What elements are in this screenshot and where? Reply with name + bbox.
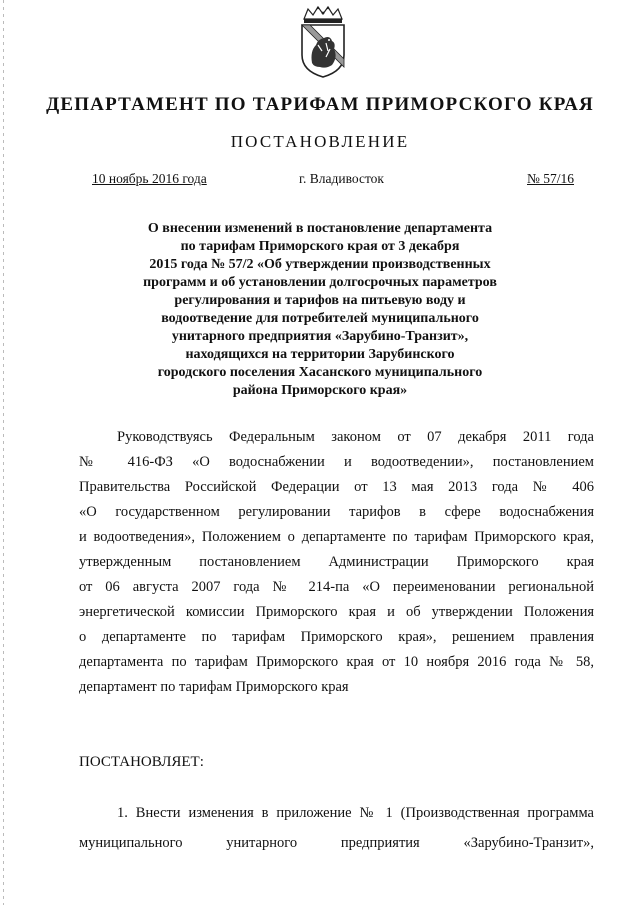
body-line: № 416-ФЗ «О водоснабжении и водоотведении», постановлением [79,454,594,470]
subject-line: О внесении изменений в постановление департамента [147,221,493,236]
document-subject [120,220,520,400]
coat-of-arms-icon [296,5,350,79]
subject-line: находящихся на территории Зарубинского [185,347,455,362]
body-line: департамент по тарифам Приморского края [79,679,349,695]
subject-line: по тарифам Приморского края от 3 декабря [180,239,460,254]
body-line: муниципального унитарного предприятия «Зарубино-Транзит», [79,835,594,851]
document-type: ПОСТАНОВЛЕНИЕ [230,132,410,151]
body-line: утвержденным постановлением Администрации Приморского края [79,554,594,570]
subject-line: водоотведение для потребителей муниципального [161,311,479,326]
body-line: о департаменте по тарифам Приморского края», решением правления [79,629,594,645]
decree-word: ПОСТАНОВЛЯЕТ: [79,754,204,770]
subject-line: регулирования и тарифов на питьевую воду и [174,293,466,308]
item-1-paragraph [79,798,594,858]
body-line: Правительства Российской Федерации от 13 мая 2013 года № 406 [79,479,594,495]
body-line: и водоотведения», Положением о департаменте по тарифам Приморского края, [79,529,594,545]
body-line: энергетической комиссии Приморского края и об утверждении Положения [79,604,594,620]
document-number: № 57/16 [527,171,575,186]
body-line: «О государственном регулировании тарифов в сфере водоснабжения [79,504,594,520]
body-line: от 06 августа 2007 года № 214-па «О переименовании региональной [79,579,594,595]
body-line: Руководствуясь Федеральным законом от 07 декабря 2011 года [117,429,594,445]
subject-line: района Приморского края» [232,383,408,398]
body-line: департамента по тарифам Приморского края от 10 ноября 2016 года № 58, [79,654,594,670]
subject-line: городского поселения Хасанского муниципального [157,365,483,380]
preamble-paragraph [79,425,594,700]
body-line: 1. Внести изменения в приложение № 1 (Производственная программа [117,805,594,821]
subject-line: программ и об установлении долгосрочных параметров [143,275,497,290]
subject-line: 2015 года № 57/2 «Об утверждении производственных [149,257,491,272]
document-city: г. Владивосток [299,171,384,186]
document-date: 10 ноябрь 2016 года [92,171,207,186]
subject-line: унитарного предприятия «Зарубино-Транзит», [171,329,469,344]
department-title: ДЕПАРТАМЕНТ ПО ТАРИФАМ ПРИМОРСКОГО КРАЯ [46,94,594,115]
